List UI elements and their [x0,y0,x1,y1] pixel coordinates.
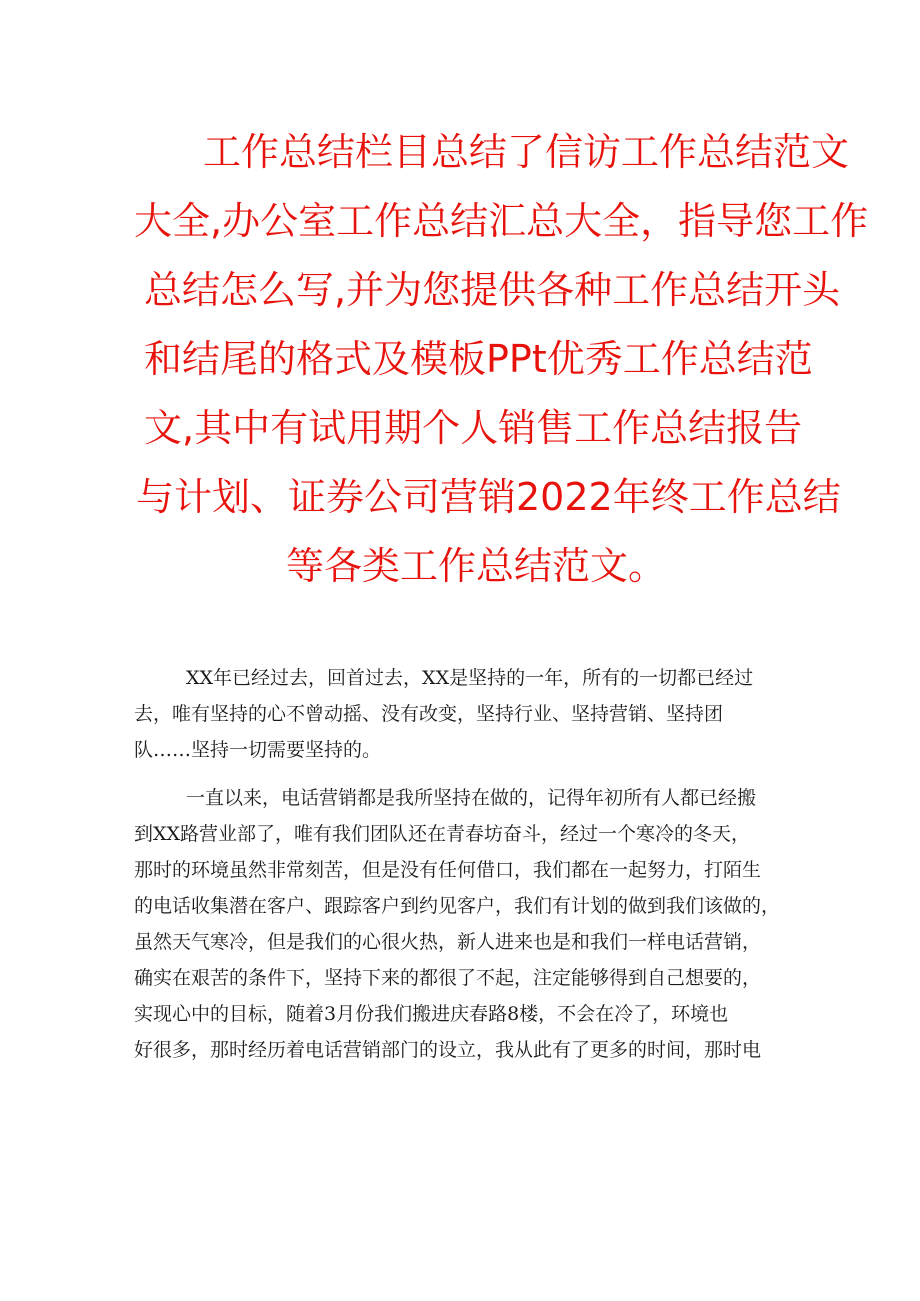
paragraph-line: 确实在艰苦的条件下，坚持下来的都很了不起，注定能够得到自己想要的， [134,967,762,989]
paragraph-line: 那时的环境虽然非常刻苦，但是没有任何借口，我们都在一起努力，打陌生 [134,859,762,881]
paragraph-line: XX年已经过去，回首过去，XX是坚持的一年，所有的一切都已经过 [186,667,754,689]
paragraph [134,660,794,768]
intro-line: 总结怎么写,并为您提供各种工作总结开头 [144,268,841,312]
paragraph-line: 虽然天气寒冷，但是我们的心很火热，新人进来也是和我们一样电话营销， [134,931,762,953]
paragraph-line: 去，唯有坚持的心不曾动摇、没有改变，坚持行业、坚持营销、坚持团 [134,703,724,725]
intro-line: 和结尾的格式及模板PPt优秀工作总结范 [144,337,813,381]
intro-heading [100,118,869,601]
paragraph-line: 到XX路营业部了，唯有我们团队还在青春坊奋斗，经过一个寒冷的冬天， [134,823,751,845]
intro-line: 与计划、证券公司营销2022年终工作总结 [136,475,841,519]
paragraph-line: 队……坚持一切需要坚持的。 [134,739,382,761]
intro-line: 工作总结栏目总结了信访工作总结范文 [203,130,850,174]
paragraph-line: 实现心中的目标，随着3月份我们搬进庆春路8楼，不会在冷了，环境也 [134,1003,729,1025]
paragraph-line: 的电话收集潜在客户、跟踪客户到约见客户，我们有计划的做到我们该做的， [134,895,781,917]
intro-line: 大全,办公室工作总结汇总大全，指导您工作 [134,199,869,243]
paragraph-line: 一直以来，电话营销都是我所坚持在做的，记得年初所有人都已经搬 [186,787,757,809]
paragraph-line: 好很多，那时经历着电话营销部门的设立，我从此有了更多的时间，那时电 [134,1039,762,1061]
body-text [134,660,794,1080]
paragraph [134,780,794,1068]
intro-line: 等各类工作总结范文。 [286,544,667,588]
intro-line: 文,其中有试用期个人销售工作总结报告 [144,406,803,450]
